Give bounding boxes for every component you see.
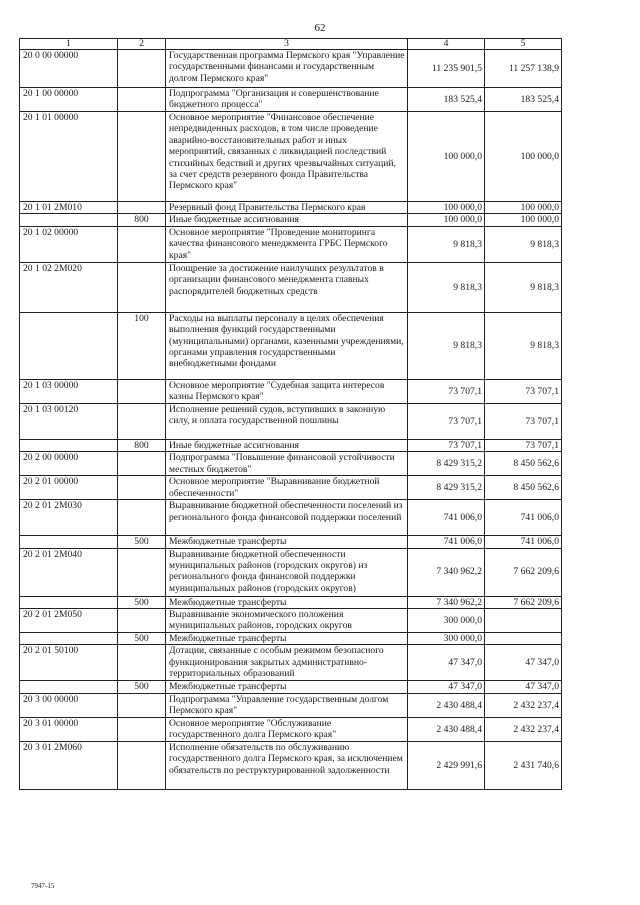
name-cell: Иные бюджетные ассигнования <box>166 214 408 226</box>
code-cell: 20 1 00 00000 <box>20 88 118 112</box>
expense-type-cell <box>118 741 166 789</box>
amount-year2-cell <box>485 609 562 633</box>
amount-year1-cell: 8 429 315,2 <box>408 452 485 476</box>
header-cell: 2 <box>118 39 166 50</box>
table-row <box>20 741 562 789</box>
name-cell: Подпрограмма "Повышение финансовой устойчивости местных бюджетов" <box>166 452 408 476</box>
amount-year2-cell: 7 662 209,6 <box>485 548 562 596</box>
table-row <box>20 609 562 633</box>
table-row <box>20 50 562 88</box>
amount-year2-cell: 9 818,3 <box>485 312 562 379</box>
expense-type-cell <box>118 476 166 500</box>
amount-year2-cell: 47 347,0 <box>485 645 562 681</box>
expense-type-cell <box>118 609 166 633</box>
expense-type-cell <box>118 379 166 403</box>
code-cell: 20 1 03 00000 <box>20 379 118 403</box>
name-cell: Исполнение обязательств по обслуживанию государственного долга Пермского края, за исключением обязательств по реструктурированной задолженности <box>166 741 408 789</box>
code-cell: 20 2 00 00000 <box>20 452 118 476</box>
amount-year2-cell: 73 707,1 <box>485 403 562 439</box>
code-cell <box>20 596 118 608</box>
amount-year1-cell: 100 000,0 <box>408 214 485 226</box>
expense-type-cell <box>118 112 166 202</box>
expense-type-cell <box>118 717 166 741</box>
amount-year2-cell: 47 347,0 <box>485 681 562 693</box>
amount-year1-cell: 100 000,0 <box>408 112 485 202</box>
expense-type-cell <box>118 645 166 681</box>
name-cell: Основное мероприятие "Обслуживание государственного долга Пермского края" <box>166 717 408 741</box>
amount-year1-cell: 300 000,0 <box>408 633 485 645</box>
code-cell: 20 3 00 00000 <box>20 693 118 717</box>
expense-type-cell: 800 <box>118 214 166 226</box>
expense-type-cell <box>118 262 166 312</box>
name-cell: Выравнивание бюджетной обеспеченности муниципальных районов (городских округов) из регионального фонда финансовой поддержки муниципальных районов (городских округов) <box>166 548 408 596</box>
name-cell: Расходы на выплаты персоналу в целях обеспечения выполнения функций государственными (муниципальными) органами, казенными учреждениями, органами управления государственными внебюджетными фондами <box>166 312 408 379</box>
code-cell: 20 2 01 00000 <box>20 476 118 500</box>
expense-type-cell <box>118 226 166 262</box>
table-row <box>20 500 562 536</box>
amount-year2-cell: 11 257 138,9 <box>485 50 562 88</box>
expense-type-cell: 800 <box>118 439 166 451</box>
amount-year1-cell: 73 707,1 <box>408 439 485 451</box>
amount-year2-cell: 183 525,4 <box>485 88 562 112</box>
amount-year2-cell: 100 000,0 <box>485 214 562 226</box>
name-cell: Основное мероприятие "Выравнивание бюджетной обеспеченности" <box>166 476 408 500</box>
header-row <box>20 39 562 50</box>
amount-year2-cell: 8 450 562,6 <box>485 452 562 476</box>
header-cell: 4 <box>408 39 485 50</box>
code-cell: 20 1 01 2М010 <box>20 202 118 214</box>
amount-year1-cell: 7 340 962,2 <box>408 596 485 608</box>
expense-type-cell <box>118 403 166 439</box>
amount-year2-cell: 9 818,3 <box>485 262 562 312</box>
table-row <box>20 476 562 500</box>
table-row <box>20 202 562 214</box>
table-row <box>20 112 562 202</box>
expense-type-cell: 500 <box>118 596 166 608</box>
expense-type-cell <box>118 452 166 476</box>
expense-type-cell <box>118 88 166 112</box>
expense-type-cell: 500 <box>118 633 166 645</box>
amount-year1-cell: 2 430 488,4 <box>408 717 485 741</box>
code-cell <box>20 214 118 226</box>
table-row <box>20 717 562 741</box>
amount-year2-cell: 100 000,0 <box>485 202 562 214</box>
amount-year1-cell: 47 347,0 <box>408 681 485 693</box>
amount-year2-cell: 741 006,0 <box>485 536 562 548</box>
amount-year1-cell: 73 707,1 <box>408 403 485 439</box>
code-cell: 20 3 01 00000 <box>20 717 118 741</box>
expense-type-cell: 500 <box>118 681 166 693</box>
name-cell: Основное мероприятие "Проведение мониторинга качества финансового менеджмента ГРБС Пермского края" <box>166 226 408 262</box>
amount-year2-cell: 2 432 237,4 <box>485 693 562 717</box>
code-cell: 20 2 01 2М030 <box>20 500 118 536</box>
table-row <box>20 262 562 312</box>
amount-year2-cell: 8 450 562,6 <box>485 476 562 500</box>
name-cell: Резервный фонд Правительства Пермского края <box>166 202 408 214</box>
expense-type-cell: 100 <box>118 312 166 379</box>
code-cell <box>20 312 118 379</box>
amount-year1-cell: 100 000,0 <box>408 202 485 214</box>
name-cell: Основное мероприятие "Судебная защита интересов казны Пермского края" <box>166 379 408 403</box>
table-row <box>20 88 562 112</box>
code-cell: 20 1 02 2М020 <box>20 262 118 312</box>
expense-type-cell <box>118 202 166 214</box>
code-cell: 20 1 02 00000 <box>20 226 118 262</box>
table-row <box>20 681 562 693</box>
amount-year2-cell: 7 662 209,6 <box>485 596 562 608</box>
code-cell: 20 1 03 00120 <box>20 403 118 439</box>
table-row <box>20 214 562 226</box>
amount-year1-cell: 741 006,0 <box>408 536 485 548</box>
expense-type-cell <box>118 50 166 88</box>
code-cell: 20 2 01 2М040 <box>20 548 118 596</box>
amount-year1-cell: 741 006,0 <box>408 500 485 536</box>
code-cell <box>20 439 118 451</box>
table-row <box>20 693 562 717</box>
name-cell: Дотации, связанные с особым режимом безопасного функционирования закрытых административно-территориальных образований <box>166 645 408 681</box>
name-cell: Межбюджетные трансферты <box>166 633 408 645</box>
amount-year2-cell: 9 818,3 <box>485 226 562 262</box>
header-cell: 1 <box>20 39 118 50</box>
code-cell: 20 3 01 2М060 <box>20 741 118 789</box>
table-row <box>20 645 562 681</box>
expense-type-cell <box>118 693 166 717</box>
code-cell: 20 2 01 2М050 <box>20 609 118 633</box>
amount-year1-cell: 8 429 315,2 <box>408 476 485 500</box>
amount-year2-cell <box>485 633 562 645</box>
name-cell: Подпрограмма "Организация и совершенствование бюджетного процесса" <box>166 88 408 112</box>
table-row <box>20 548 562 596</box>
expense-type-cell <box>118 548 166 596</box>
amount-year1-cell: 47 347,0 <box>408 645 485 681</box>
header-cell: 5 <box>485 39 562 50</box>
amount-year2-cell: 73 707,1 <box>485 439 562 451</box>
code-cell: 20 2 01 50100 <box>20 645 118 681</box>
table-row <box>20 312 562 379</box>
name-cell: Выравнивание экономического положения муниципальных районов, городских округов <box>166 609 408 633</box>
code-cell: 20 0 00 00000 <box>20 50 118 88</box>
name-cell: Межбюджетные трансферты <box>166 536 408 548</box>
amount-year2-cell: 73 707,1 <box>485 379 562 403</box>
amount-year1-cell: 300 000,0 <box>408 609 485 633</box>
amount-year2-cell: 2 432 237,4 <box>485 717 562 741</box>
table-row <box>20 596 562 608</box>
code-cell: 20 1 01 00000 <box>20 112 118 202</box>
table-row <box>20 403 562 439</box>
name-cell: Государственная программа Пермского края "Управление государственными финансами и государственным долгом Пермского края" <box>166 50 408 88</box>
expense-type-cell <box>118 500 166 536</box>
header-cell: 3 <box>166 39 408 50</box>
amount-year2-cell: 2 431 740,6 <box>485 741 562 789</box>
amount-year1-cell: 9 818,3 <box>408 312 485 379</box>
name-cell: Поощрение за достижение наилучших результатов в организации финансового менеджмента главных распорядителей бюджетных средств <box>166 262 408 312</box>
code-cell <box>20 633 118 645</box>
table-row <box>20 439 562 451</box>
name-cell: Основное мероприятие "Финансовое обеспечение непредвиденных расходов, в том числе проведение аварийно-восстановительных работ и иных мероприятий, связанных с ликвидацией последствий стихийных бедствий и других чрезвычайных ситуаций, за счет средств резервного фонда Правительства Пермского края" <box>166 112 408 202</box>
amount-year1-cell: 11 235 901,5 <box>408 50 485 88</box>
budget-table <box>19 38 562 790</box>
code-cell <box>20 536 118 548</box>
amount-year2-cell: 741 006,0 <box>485 500 562 536</box>
name-cell: Иные бюджетные ассигнования <box>166 439 408 451</box>
table-row <box>20 226 562 262</box>
name-cell: Выравнивание бюджетной обеспеченности поселений из регионального фонда финансовой поддержки поселений <box>166 500 408 536</box>
amount-year1-cell: 9 818,3 <box>408 226 485 262</box>
name-cell: Межбюджетные трансферты <box>166 681 408 693</box>
name-cell: Подпрограмма "Управление государственным долгом Пермского края" <box>166 693 408 717</box>
table-row <box>20 379 562 403</box>
expense-type-cell: 500 <box>118 536 166 548</box>
amount-year2-cell: 100 000,0 <box>485 112 562 202</box>
amount-year1-cell: 73 707,1 <box>408 379 485 403</box>
amount-year1-cell: 7 340 962,2 <box>408 548 485 596</box>
amount-year1-cell: 183 525,4 <box>408 88 485 112</box>
amount-year1-cell: 2 430 488,4 <box>408 693 485 717</box>
code-cell <box>20 681 118 693</box>
document-id: 7947-15 <box>31 882 55 890</box>
table-row <box>20 452 562 476</box>
page-number: 62 <box>314 22 326 34</box>
name-cell: Межбюджетные трансферты <box>166 596 408 608</box>
name-cell: Исполнение решений судов, вступивших в законную силу, и оплата государственной пошлины <box>166 403 408 439</box>
amount-year1-cell: 9 818,3 <box>408 262 485 312</box>
amount-year1-cell: 2 429 991,6 <box>408 741 485 789</box>
table-row <box>20 633 562 645</box>
table-row <box>20 536 562 548</box>
